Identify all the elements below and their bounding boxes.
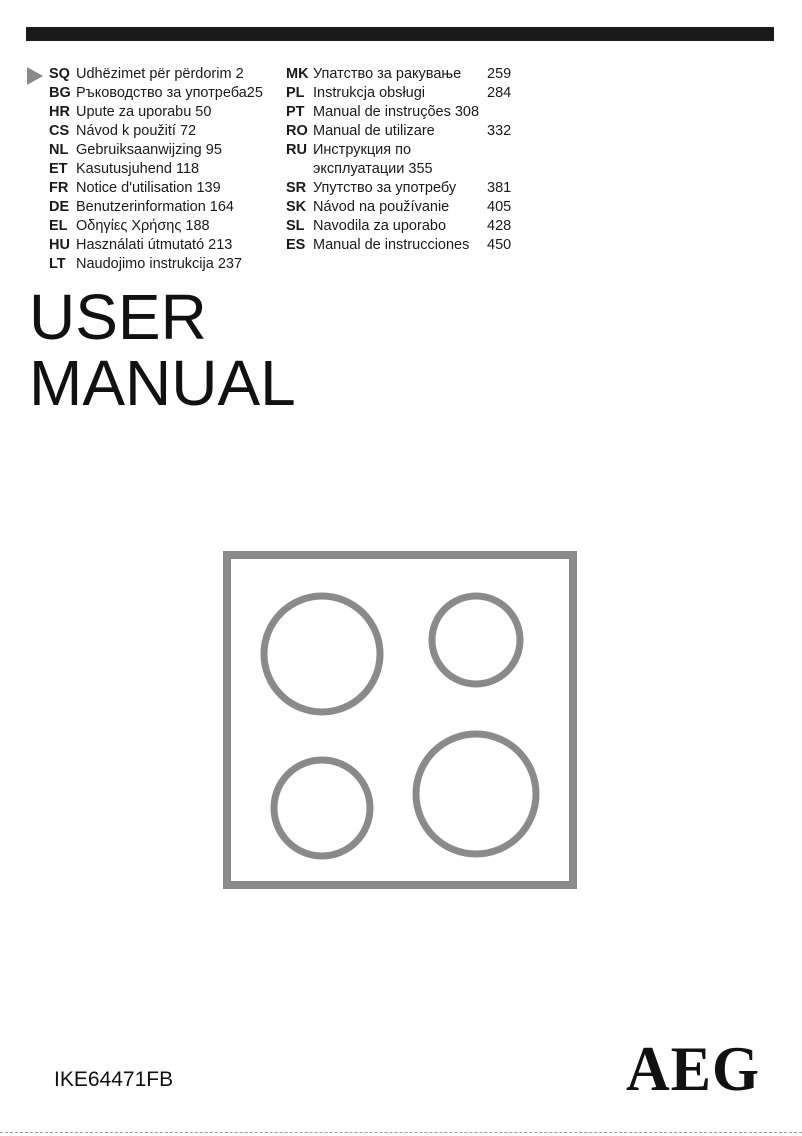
language-code: HU — [49, 237, 70, 253]
language-code: HR — [49, 104, 70, 120]
top-bar — [26, 27, 774, 41]
cooking-zone-front-right — [416, 734, 536, 854]
cooking-zone-front-left — [274, 760, 370, 856]
triangle-marker-icon — [27, 67, 43, 85]
model-number: IKE64471FB — [54, 1068, 174, 1091]
language-title: Упатство за ракување — [313, 66, 462, 82]
language-page-number: 332 — [487, 123, 512, 139]
language-entry — [286, 179, 512, 198]
language-title: Udhëzimet për përdorim 2 — [76, 66, 244, 82]
language-entry — [49, 236, 263, 255]
language-entry — [49, 84, 263, 103]
language-entry — [286, 198, 512, 217]
language-title: Navodila za uporabo — [313, 218, 447, 234]
language-page-number: 405 — [487, 199, 512, 215]
language-code: SL — [286, 218, 305, 234]
language-title: Οδηγίες Χρήσης 188 — [76, 218, 210, 234]
language-code: MK — [286, 66, 309, 82]
language-page-number: 284 — [487, 85, 512, 101]
aeg-logo-text: AEG — [626, 1036, 760, 1098]
language-title: Benutzerinformation 164 — [76, 199, 234, 215]
language-entry — [286, 84, 512, 103]
language-title: Naudojimo instrukcija 237 — [76, 256, 243, 272]
language-code: DE — [49, 199, 70, 215]
language-list-left — [49, 65, 263, 274]
language-title: Instrukcja obsługi — [313, 85, 426, 101]
language-entry — [49, 141, 263, 160]
language-code: RO — [286, 123, 308, 139]
cooktop-4-zone-icon — [222, 550, 578, 890]
language-title: Kasutusjuhend 118 — [76, 161, 200, 177]
title-line-1: USER — [29, 281, 207, 353]
language-entry — [286, 65, 512, 84]
language-code: ES — [286, 237, 306, 253]
language-title: Gebruiksaanwijzing 95 — [76, 142, 222, 158]
language-page-number: 450 — [487, 237, 512, 253]
language-code: EL — [49, 218, 68, 234]
language-code: SQ — [49, 66, 70, 82]
language-title: Инструкция по — [313, 142, 412, 158]
language-title: Upute za uporabu 50 — [76, 104, 212, 120]
language-list-right — [286, 65, 512, 255]
language-title: Notice d'utilisation 139 — [76, 180, 221, 196]
language-title: Manual de instrucciones — [313, 237, 470, 253]
language-entry — [49, 255, 263, 274]
language-entry — [286, 217, 512, 236]
language-code: CS — [49, 123, 70, 139]
language-title: Ръководство за употреба25 — [76, 85, 263, 101]
language-entry — [49, 217, 263, 236]
language-title: эксплуатации 355 — [313, 161, 433, 177]
language-entry — [49, 122, 263, 141]
language-entry — [49, 160, 263, 179]
language-entry — [49, 103, 263, 122]
language-code: SK — [286, 199, 307, 215]
language-page-number: 381 — [487, 180, 512, 196]
cooking-zone-rear-right — [432, 596, 520, 684]
language-title: Návod na používanie — [313, 199, 450, 215]
language-entry — [286, 122, 512, 141]
document-title — [29, 281, 296, 419]
language-entry — [49, 198, 263, 217]
bottom-rule — [0, 1132, 802, 1134]
language-entry — [286, 160, 479, 179]
language-entry — [49, 65, 263, 84]
language-code: NL — [49, 142, 69, 158]
language-code: SR — [286, 180, 307, 196]
language-code: FR — [49, 180, 69, 196]
language-code: ET — [49, 161, 68, 177]
language-title: Manual de instruções 308 — [313, 104, 480, 120]
language-entry — [286, 141, 479, 160]
cooking-zone-rear-left — [264, 596, 380, 712]
language-page-number: 428 — [487, 218, 512, 234]
language-code: BG — [49, 85, 71, 101]
title-line-2: MANUAL — [29, 347, 296, 419]
language-code: PL — [286, 85, 305, 101]
language-title: Manual de utilizare — [313, 123, 435, 139]
language-page-number: 259 — [487, 66, 512, 82]
language-code: PT — [286, 104, 305, 120]
language-title: Návod k použití 72 — [76, 123, 197, 139]
language-title: Упутство за употребу — [313, 180, 457, 196]
language-code: RU — [286, 142, 307, 158]
aeg-logo — [626, 1036, 762, 1098]
language-entry — [49, 179, 263, 198]
language-entry — [286, 103, 479, 122]
language-entry — [286, 236, 512, 255]
language-code: LT — [49, 256, 66, 272]
language-title: Használati útmutató 213 — [76, 237, 233, 253]
